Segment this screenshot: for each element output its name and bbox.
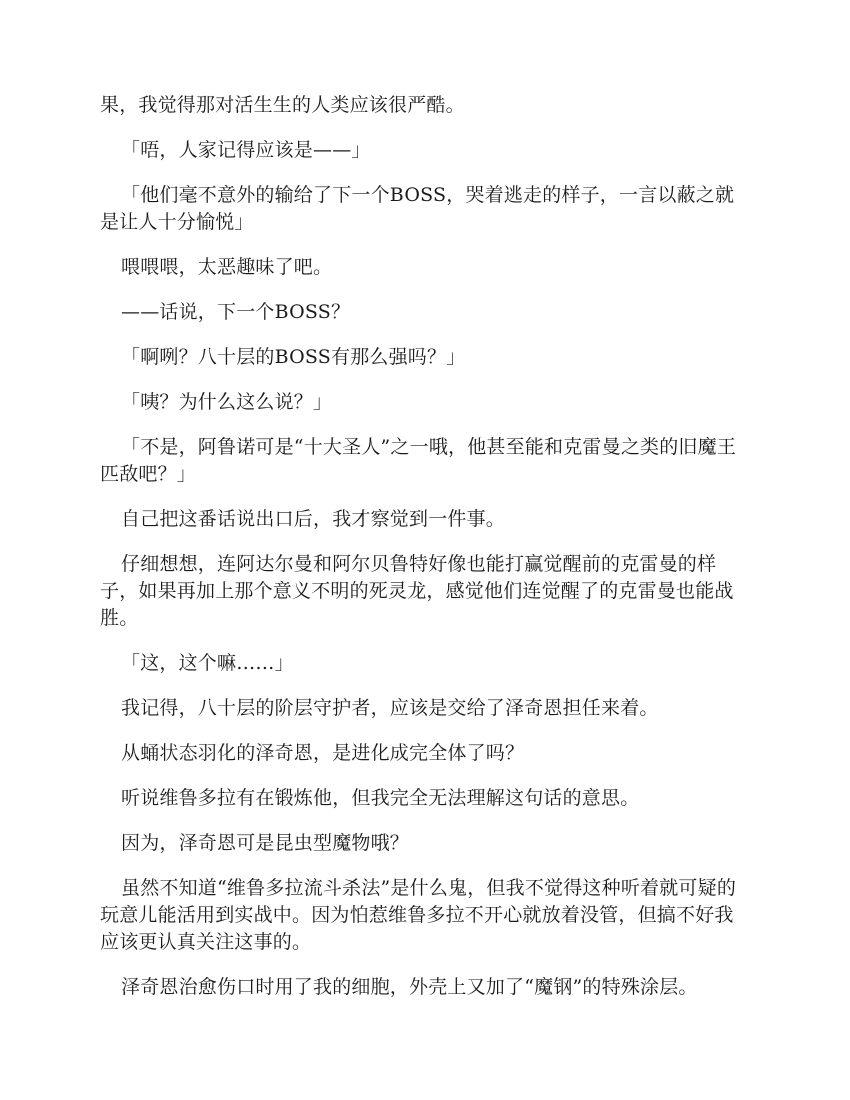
paragraph: 听说维鲁多拉有在锻炼他，但我完全无法理解这句话的意思。: [121, 787, 640, 809]
paragraph: 「咦？为什么这么说？」: [121, 391, 333, 413]
paragraph: 「唔，人家记得应该是——」: [121, 139, 371, 161]
paragraph: 喂喂喂，太恶趣味了吧。: [121, 256, 333, 278]
paragraph: 仔细想想，连阿达尔曼和阿尔贝鲁特好像也能打赢觉醒前的克雷曼的样子，如果再加上那个意义不明的死灵龙，感觉他们连觉醒了的克雷曼也能战胜。: [100, 553, 734, 629]
paragraph: 果，我觉得那对活生生的人类应该很严酷。: [100, 94, 465, 116]
paragraph: 「不是，阿鲁诺可是“十大圣人”之一哦，他甚至能和克雷曼之类的旧魔王匹敌吧？」: [100, 436, 737, 485]
paragraph: 虽然不知道“维鲁多拉流斗杀法”是什么鬼，但我不觉得这种听着就可疑的玩意儿能活用到实战中。因为怕惹维鲁多拉不开心就放着没管，但搞不好我应该更认真关注这事的。: [100, 877, 737, 953]
paragraph: 「他们毫不意外的输给了下一个BOSS，哭着逃走的样子，一言以蔽之就是让人十分愉悦」: [100, 184, 735, 233]
paragraph: 我记得，八十层的阶层守护者，应该是交给了泽奇恩担任来着。: [121, 697, 659, 719]
document-body: [100, 92, 752, 1019]
paragraph: 自己把这番话说出口后，我才察觉到一件事。: [121, 508, 506, 530]
paragraph: 因为，泽奇恩可是昆虫型魔物哦？: [121, 832, 410, 854]
paragraph: ——话说，下一个BOSS？: [121, 301, 351, 323]
paragraph: 「啊咧？八十层的BOSS有那么强吗？」: [121, 346, 466, 368]
paragraph: 从蛹状态羽化的泽奇恩，是进化成完全体了吗？: [121, 742, 525, 764]
paragraph: 「这，这个嘛……」: [121, 652, 294, 674]
paragraph: 泽奇恩治愈伤口时用了我的细胞，外壳上又加了“魔钢”的特殊涂层。: [121, 976, 698, 998]
